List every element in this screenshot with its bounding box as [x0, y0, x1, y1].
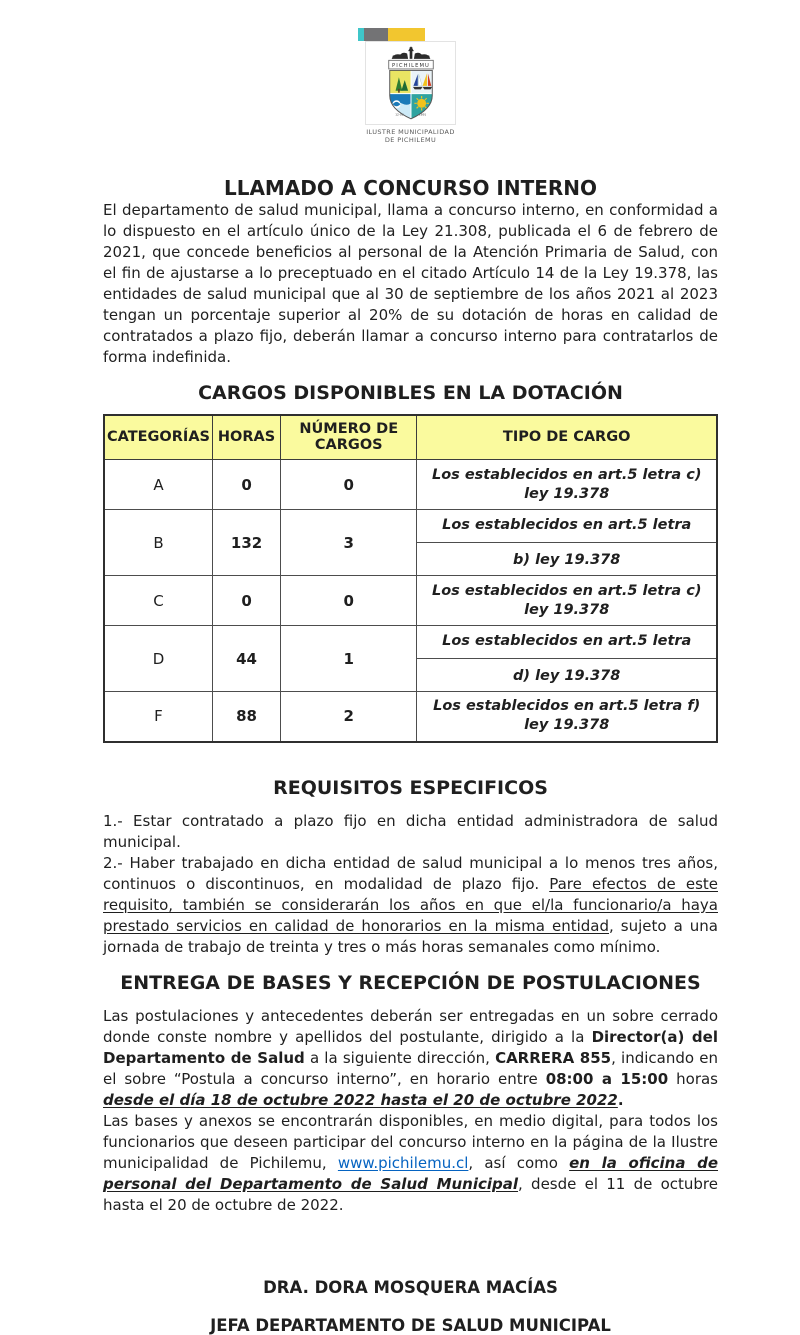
- pichilemu-link[interactable]: www.pichilemu.cl: [337, 1153, 469, 1172]
- signature-block: [103, 1278, 718, 1335]
- cell-horas: 44: [213, 626, 281, 692]
- entrega-paragraph-2: Las bases y anexos se encontrarán disponibles, en medio digital, para todos los funcionarios que deseen participar del concurso interno en la página de la Ilustre municipalidad de Pichilemu, www.pichilemu.cl, así como en la oficina de personal del Departamento de Salud Municipal, desde el 11 de octubre hasta el 20 de octubre de 2022.: [103, 1111, 719, 1214]
- cell-numero-cargos: 0: [281, 576, 417, 626]
- table-row: [104, 510, 717, 576]
- cell-tipo-cargo-bottom: b) ley 19.378: [513, 552, 621, 568]
- cell-tipo-cargo: Los establecidos en art.5 letra f) ley 19.378: [417, 692, 717, 742]
- cell-categoria: F: [104, 692, 213, 742]
- table-row: [104, 460, 717, 510]
- requisito-item-2: 2.- Haber trabajado en dicha entidad de salud municipal a lo menos tres años, continuos o discontinuos, en modalidad de plazo fijo. Pare efectos de este requisito, también se considerarán los años en que el/la funcionario/a haya prestado servicios en calidad de honorarios en la misma entidad, sujeto a una jornada de trabajo de treinta y tres o más horas semanales como mínimo.: [103, 853, 718, 956]
- entrega-heading: ENTREGA DE BASES Y RECEPCIÓN DE POSTULACIONES: [120, 971, 701, 994]
- intro-paragraph: El departamento de salud municipal, llama a concurso interno, en conformidad a lo dispuesto en el artículo único de la Ley 21.308, publicada el 6 de febrero de 2021, que concede beneficios al personal de la Atención Primaria de Salud, con el fin de ajustarse a lo preceptuado en el citado Artículo 14 de la Ley 19.378, las entidades de salud municipal que al 30 de septiembre de los años 2021 al 2023 tengan un porcentaje superior al 20% de su dotación de horas en calidad de contratados a plazo fijo, deberán llamar a concurso interno para contratarlos de forma indefinida.: [103, 201, 718, 366]
- crown-ornament-icon: [391, 46, 430, 59]
- cell-numero-cargos: 2: [281, 692, 417, 742]
- cell-tipo-cargo-top: Los establecidos en art.5 letra: [417, 626, 716, 659]
- col-header-horas: HORAS: [213, 415, 281, 460]
- coat-of-arms-box: [365, 41, 456, 125]
- shield-date-right-label: 1891: [418, 112, 426, 117]
- logo-caption-line2: DE PICHILEMU: [384, 136, 437, 144]
- table-header-row: [104, 415, 717, 460]
- logo-color-stripe: [358, 28, 463, 41]
- page-title: LLAMADO A CONCURSO INTERNO: [223, 176, 598, 200]
- signature-role: JEFA DEPARTAMENTO DE SALUD MUNICIPAL: [210, 1315, 611, 1335]
- logo-caption: [358, 128, 463, 144]
- stripe-yellow-block: [388, 28, 425, 41]
- pichilemu-coat-of-arms-icon: [382, 45, 440, 121]
- col-header-tipo-cargo: TIPO DE CARGO: [417, 415, 717, 460]
- logo-caption-line1: ILUSTRE MUNICIPALIDAD: [366, 128, 455, 136]
- col-header-numero-cargos: NÚMERO DE CARGOS: [281, 415, 417, 460]
- table-row: [104, 576, 717, 626]
- cargos-table: [103, 414, 718, 743]
- stripe-gray-block: [364, 28, 388, 41]
- cell-numero-cargos: 1: [281, 626, 417, 692]
- cell-numero-cargos: 0: [281, 460, 417, 510]
- table-row: [104, 626, 717, 692]
- cell-tipo-cargo: [417, 510, 717, 576]
- cell-categoria: B: [104, 510, 213, 576]
- requisito-item-1: 1.- Estar contratado a plazo fijo en dicha entidad administradora de salud municipal.: [103, 811, 718, 851]
- cell-categoria: C: [104, 576, 213, 626]
- requisitos-heading: REQUISITOS ESPECIFICOS: [273, 776, 548, 799]
- signature-name: DRA. DORA MOSQUERA MACÍAS: [263, 1277, 558, 1297]
- cargos-heading: CARGOS DISPONIBLES EN LA DOTACIÓN: [198, 382, 623, 404]
- table-row: [104, 692, 717, 742]
- stripe-white-block: [425, 28, 463, 41]
- cell-tipo-cargo-bottom: d) ley 19.378: [513, 668, 621, 684]
- cell-horas: 132: [213, 510, 281, 576]
- entrega-paragraph-1: Las postulaciones y antecedentes deberán ser entregadas en un sobre cerrado donde conste nombre y apellidos del postulante, dirigido a la Director(a) del Departamento de Salud a la siguiente dirección, CARRERA 855, indicando en el sobre “Postula a concurso interno”, en horario entre 08:00 a 15:00 horas desde el día 18 de octubre 2022 hasta el 20 de octubre 2022.: [103, 1006, 718, 1109]
- cell-horas: 88: [213, 692, 281, 742]
- cell-tipo-cargo-top: Los establecidos en art.5 letra: [417, 510, 716, 543]
- cell-horas: 0: [213, 460, 281, 510]
- shield-name-label: PICHILEMU: [391, 62, 430, 69]
- cell-tipo-cargo: [417, 626, 717, 692]
- cell-categoria: D: [104, 626, 213, 692]
- cell-categoria: A: [104, 460, 213, 510]
- cell-tipo-cargo: Los establecidos en art.5 letra c) ley 19.378: [417, 460, 717, 510]
- cell-horas: 0: [213, 576, 281, 626]
- municipal-logo: [358, 28, 463, 144]
- cell-tipo-cargo: Los establecidos en art.5 letra c) ley 19.378: [417, 576, 717, 626]
- shield-date-left-label: 12-08: [394, 112, 404, 117]
- cell-numero-cargos: 3: [281, 510, 417, 576]
- col-header-categorias: CATEGORÍAS: [104, 415, 213, 460]
